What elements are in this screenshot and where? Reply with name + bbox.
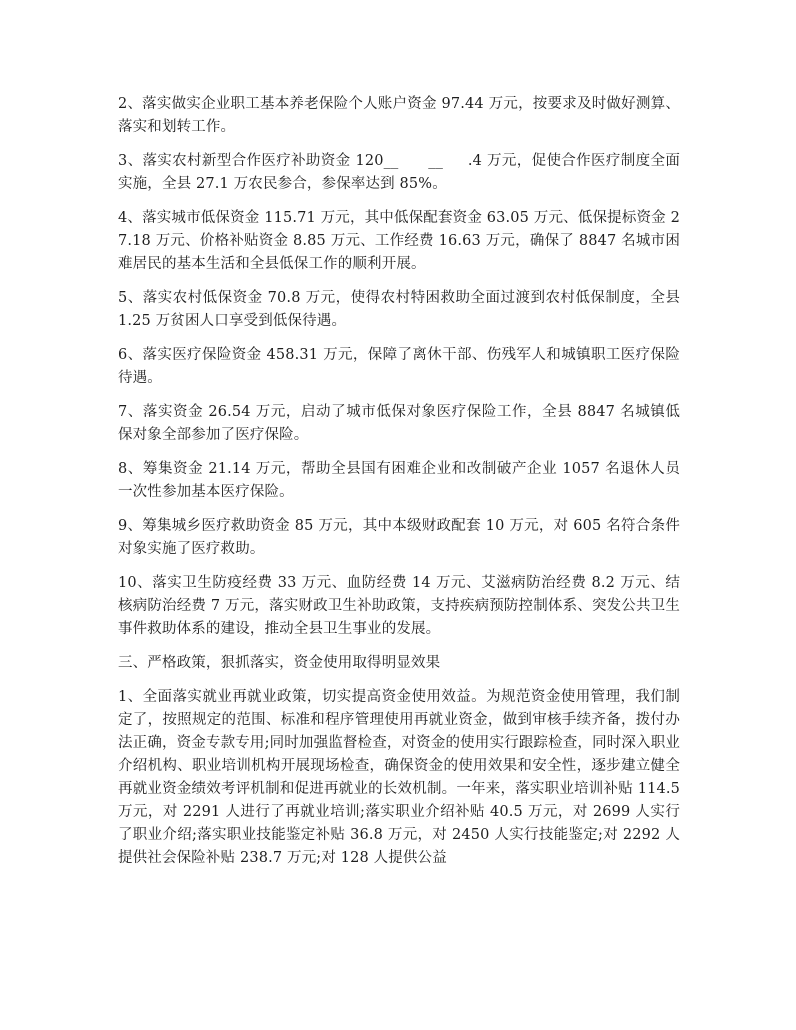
document-body [118,93,685,881]
paragraph-item-10: 10、落实卫生防疫经费 33 万元、血防经费 14 万元、艾滋病防治经费 8.2 万元、结核病防治经费 7 万元，落实财政卫生补助政策，支持疾病预防控制体系、突发公共卫生事件救助体系的建设，推动全县卫生事业的发展。 [118,575,680,637]
paragraph-item-3: 3、落实农村新型合作医疗补助资金 120__ __ .4 万元，促使合作医疗制度全面实施，全县 27.1 万农民参合，参保率达到 85%。 [118,153,680,192]
paragraph-item-4: 4、落实城市低保资金 115.71 万元，其中低保配套资金 63.05 万元、低保提标资金 27.18 万元、价格补贴资金 8.85 万元、工作经费 16.63 万元，确保了 8847 名城市困难居民的基本生活和全县低保工作的顺利开展。 [118,210,680,272]
paragraph-item-9: 9、筹集城乡医疗救助资金 85 万元，其中本级财政配套 10 万元，对 605 名符合条件对象实施了医疗救助。 [118,518,680,557]
paragraph-item-7: 7、落实资金 26.54 万元，启动了城市低保对象医疗保险工作，全县 8847 名城镇低保对象全部参加了医疗保险。 [118,404,680,443]
paragraph-item-2: 2、落实做实企业职工基本养老保险个人账户资金 97.44 万元，按要求及时做好测算、落实和划转工作。 [118,96,680,135]
paragraph-item-6: 6、落实医疗保险资金 458.31 万元，保障了离休干部、伤残军人和城镇职工医疗保险待遇。 [118,347,680,386]
paragraph-item-8: 8、筹集资金 21.14 万元，帮助全县国有困难企业和改制破产企业 1057 名退休人员一次性参加基本医疗保险。 [118,461,680,500]
paragraph-item-5: 5、落实农村低保资金 70.8 万元，使得农村特困救助全面过渡到农村低保制度，全县 1.25 万贫困人口享受到低保待遇。 [118,290,685,329]
paragraph-employment-policy: 1、全面落实就业再就业政策，切实提高资金使用效益。为规范资金使用管理，我们制定了，按照规定的范围、标准和程序管理使用再就业资金，做到审核手续齐备，拨付办法正确，资金专款专用;同时加强监督检查，对资金的使用实行跟踪检查，同时深入职业介绍机构、职业培训机构开展现场检查，确保资金的使用效果和安全性，逐步建立健全再就业资金绩效考评机制和促进再就业的长效机制。一年来，落实职业培训补贴 114.5 万元，对 2291 人进行了再就业培训;落实职业介绍补贴 40.5 万元，对 2699 人实行了职业介绍;落实职业技能鉴定补贴 36.8 万元，对 2450 人实行技能鉴定;对 2292 人提供社会保险补贴 238.7 万元;对 128 人提供公益 [118,689,685,866]
section-heading: 三、严格政策，狠抓落实，资金使用取得明显效果 [118,655,441,671]
